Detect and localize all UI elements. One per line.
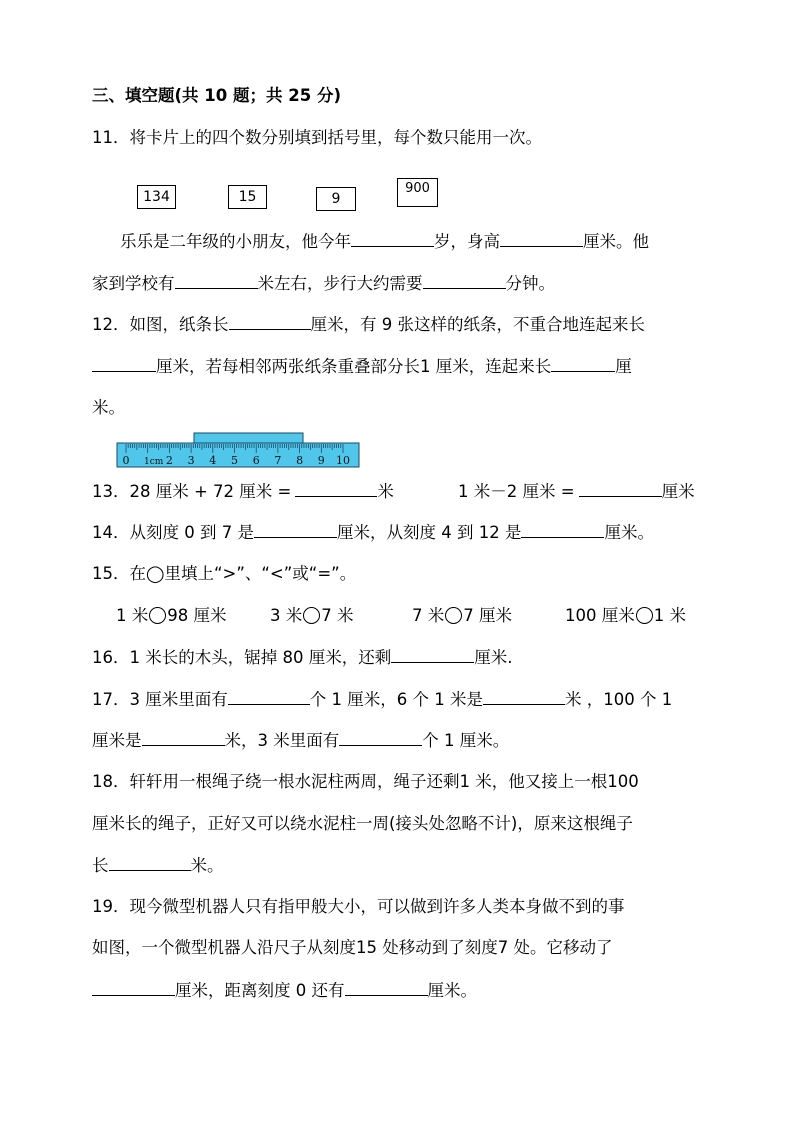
answer-blank[interactable] [229,313,311,330]
answer-blank[interactable] [254,521,337,538]
q13-line [92,480,394,503]
ruler-figure [116,432,362,468]
q19-line2: 如图，一个微型机器人沿尺子从刻度15 处移动到了刻度7 处。它移动了 [92,938,613,957]
q11-text: 分钟。 [505,274,555,293]
q19-text: 厘米，距离刻度 0 还有 [175,981,345,1000]
q14-text: 厘米。 [604,523,654,542]
q15-text: 7 米 [321,606,354,625]
ruler-label: 3 [187,454,195,467]
q15-text: 1 米 [116,606,149,625]
q19-text: 厘米。 [427,981,477,1000]
number-card-134: 134 [137,185,176,209]
q15-text: 100 厘米 [565,606,635,625]
ruler-label: 10 [336,454,350,467]
q15-expr-3 [412,605,512,627]
q11-text: 乐乐是二年级的小朋友，他今年 [120,232,351,251]
answer-blank[interactable] [109,854,191,871]
q19-line1: 19．现今微型机器人只有指甲般大小，可以做到许多人类本身做不到的事 [92,897,625,916]
q13-text: 米 [377,482,394,501]
answer-blank[interactable] [351,230,434,247]
q12-text: 厘米，若每相邻两张纸条重叠部分长1 厘米，连起来长 [156,357,552,376]
ruler-label: 6 [252,454,260,467]
ruler-label: 1cm [144,457,164,467]
q11-stem: 11．将卡片上的四个数分别填到括号里，每个数只能用一次。 [92,128,542,147]
q17-text: 米 ，100 个 1 [564,690,673,709]
q12-line2 [92,355,632,378]
q12-text: 12．如图，纸条长 [92,315,229,334]
q16-line [92,646,512,669]
q13-text: 1 米－2 厘米 = [458,482,575,501]
answer-blank[interactable] [579,480,662,497]
q13-text: 厘米 [661,482,695,501]
q14-line [92,521,654,544]
ruler-label: 8 [296,454,304,467]
answer-blank[interactable] [423,272,506,289]
number-card-9: 9 [316,187,356,211]
q11-line1 [120,230,649,253]
ruler-label: 7 [274,454,282,467]
answer-blank[interactable] [521,521,604,538]
q17-text: 厘米是 [92,731,142,750]
q12-text: 厘米，有 9 张这样的纸条，不重合地连起来长 [310,315,645,334]
q15-text: 3 米 [270,606,303,625]
q17-text: 17．3 厘米里面有 [92,690,228,709]
compare-circle[interactable] [445,607,462,624]
compare-circle[interactable] [636,607,653,624]
paper-strip [194,433,303,444]
q18-line3 [92,854,224,877]
answer-blank[interactable] [500,230,583,247]
answer-blank[interactable] [295,480,377,497]
q11-line2 [92,272,555,295]
q18-line2: 厘米长的绳子，正好又可以绕水泥柱一周(接头处忽略不计)，原来这根绳子 [92,814,633,833]
ruler-label: 0 [122,454,130,467]
q15-text: 7 厘米 [463,606,512,625]
q16-text: 厘米. [474,648,513,667]
q11-text: 家到学校有 [92,274,175,293]
q12-line1 [92,313,645,336]
q13-text: 13．28 厘米 + 72 厘米 = [92,482,292,501]
section-title: 三、填空题(共 10 题；共 25 分) [92,86,341,105]
answer-blank[interactable] [228,688,310,705]
q17-text: 米，3 米里面有 [224,731,340,750]
answer-blank[interactable] [483,688,565,705]
answer-blank[interactable] [551,355,615,372]
q17-line1 [92,688,672,711]
q15-text: 7 米 [412,606,445,625]
answer-blank[interactable] [92,355,156,372]
compare-circle[interactable] [303,607,320,624]
q14-text: 14．从刻度 0 到 7 是 [92,523,254,542]
q15-text: 1 米 [653,606,686,625]
answer-blank[interactable] [92,979,175,996]
q15-stem: 15．在◯里填上“>”、“<”或“=”。 [92,564,357,583]
q11-text: 岁，身高 [434,232,500,251]
q14-text: 厘米，从刻度 4 到 12 是 [336,523,522,542]
q17-text: 个 1 厘米。 [422,731,510,750]
q18-text: 长 [92,856,109,875]
compare-circle[interactable] [149,607,166,624]
answer-blank[interactable] [175,272,258,289]
q18-line1: 18．轩轩用一根绳子绕一根水泥柱两周，绳子还剩1 米，他又接上一根100 [92,772,639,791]
answer-blank[interactable] [142,729,225,746]
answer-blank[interactable] [339,729,422,746]
ruler-label: 2 [165,454,173,467]
answer-blank[interactable] [391,646,474,663]
q12-line3: 米。 [92,398,125,417]
q15-expr-2 [270,605,354,627]
q15-text: 98 厘米 [167,606,227,625]
q15-expr-4 [565,605,686,627]
q11-text: 米左右，步行大约需要 [257,274,423,293]
q17-text: 个 1 厘米，6 个 1 米是 [309,690,483,709]
q11-text: 厘米。他 [583,232,649,251]
ruler-label: 4 [209,454,217,467]
answer-blank[interactable] [345,979,428,996]
q12-text: 厘 [615,357,632,376]
q13-line-b [458,480,695,503]
number-card-900: 900 [397,178,438,207]
q19-line3 [92,979,477,1002]
q15-expr-1 [116,605,227,627]
number-card-15: 15 [228,185,267,209]
q17-line2 [92,729,509,752]
q16-text: 16．1 米长的木头，锯掉 80 厘米，还剩 [92,648,392,667]
ruler-label: 9 [317,454,325,467]
q18-text: 米。 [190,856,224,875]
ruler-label: 5 [231,454,238,467]
